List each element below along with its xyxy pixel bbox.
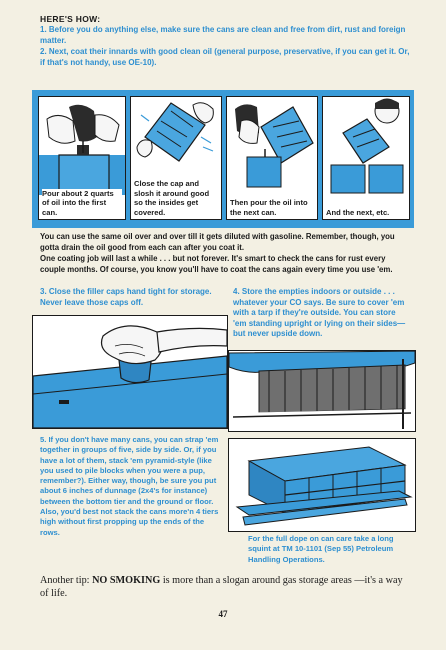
dunnage-stack-illustration — [228, 438, 416, 532]
tip-prefix: Another tip: — [40, 575, 93, 586]
panel-next-etc — [322, 96, 410, 220]
step-2-text: 2. Next, coat their innards with good clean oil (general purpose, preservative, if you can get it. Or, if that's not handy, use OE-10). — [40, 47, 410, 67]
steps-1-2 — [40, 25, 410, 69]
step-3-text: 3. Close the filler caps hand tight for storage. Never leave those caps off. — [40, 287, 212, 307]
panel-pour-oil — [38, 96, 126, 220]
dunnage-drawing — [229, 439, 415, 531]
tarp-drawing — [229, 351, 415, 431]
tip-suffix: is more than a slogan around gas storage areas —it's a way of life. — [40, 575, 403, 599]
panel-caption-2: Close the cap and slosh it around good so the insides get covered. — [134, 179, 218, 217]
panel-pour-next — [226, 96, 318, 220]
tm-reference-caption: For the full dope on can care take a long squint at TM 10-1101 (Sep 55) Petroleum Handling Operations. — [248, 534, 394, 564]
reuse-oil-paragraph: You can use the same oil over and over till it gets diluted with gasoline. Remember, though, you gotta drain the oil good from each can after you coat it. — [40, 232, 395, 252]
next-etc-illustration — [323, 97, 409, 219]
hand-cap-drawing — [33, 316, 227, 428]
panel-slosh-can — [130, 96, 222, 220]
heres-how-heading: HERE'S HOW: — [40, 14, 101, 24]
no-smoking-tip — [40, 575, 412, 600]
panel-caption-3: Then pour the oil into the next can. — [230, 198, 314, 217]
panel-caption-1: Pour about 2 quarts of oil into the first can. — [42, 189, 122, 218]
step-1-text: 1. Before you do anything else, make sure the cans are clean and free from dirt, rust and foreign matter. — [40, 25, 406, 45]
filler-cap-illustration — [32, 315, 228, 429]
tip-no-smoking: NO SMOKING — [92, 575, 161, 586]
tarp-storage-illustration — [228, 350, 416, 432]
oil-coating-panel-strip — [32, 90, 414, 228]
panel-caption-4: And the next, etc. — [326, 208, 406, 218]
step-4-text: 4. Store the empties indoors or outside . . . whatever your CO says. Be sure to cover 'em with a tarp if they're outside. You can store 'em standing upright or lying on their sides—but never upside down. — [233, 287, 406, 338]
coating-lasts-paragraph: One coating job will last a while . . . but not forever. It's smart to check the cans for rust every couple months. Of course, you know you'll have to coat the cans again every time you use 'em. — [40, 254, 393, 274]
page-number: 47 — [218, 609, 228, 619]
step-5-text: 5. If you don't have many cans, you can strap 'em together in groups of five, side by side. Or, if you have a lot of them, stack 'em pyramid-style (like you used to pile blocks when you were a pup, remember?). Either way, though, be sure you put about 6 inches of dunnage (2x4's for instance) between the bottom tier and the ground or floor. Also, you'd best not stack the cans more'n 4 tiers high without first propping up the ends of the rows. — [40, 435, 219, 537]
